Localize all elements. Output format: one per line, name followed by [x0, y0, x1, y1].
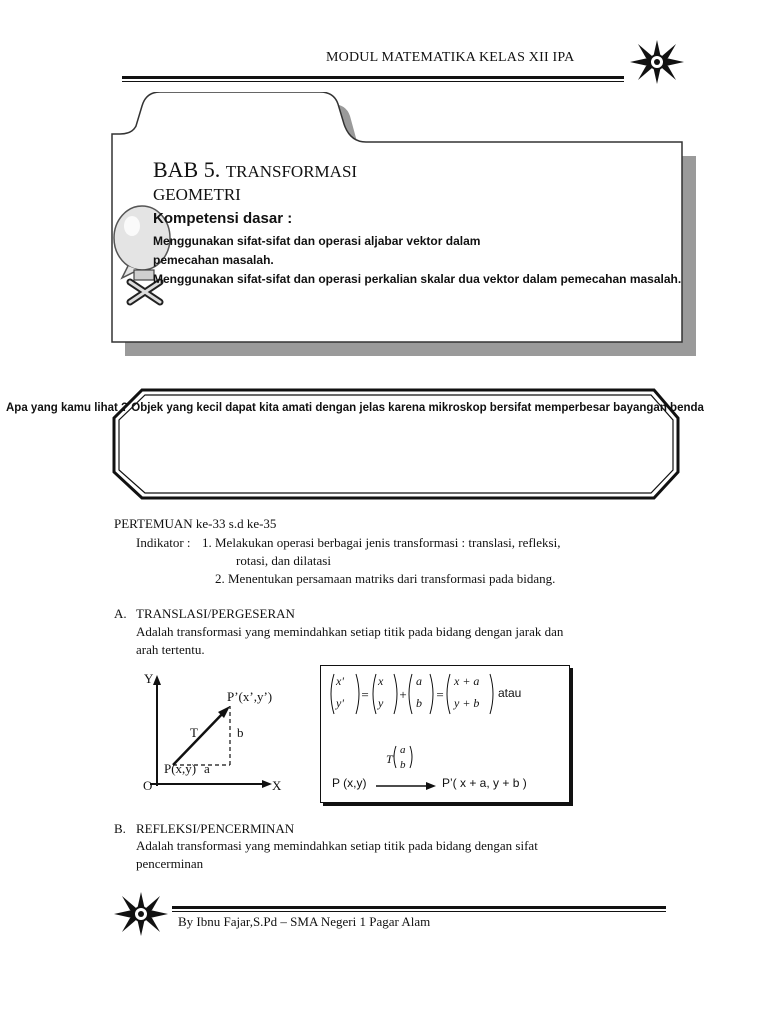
section-a-desc-2: arah tertentu.: [136, 642, 205, 657]
diagram-label-t: T: [190, 725, 198, 740]
indikator-item-1: 1. Melakukan operasi berbagai jenis transformasi : translasi, refleksi,: [202, 535, 561, 550]
chapter-title-line1: [153, 157, 357, 183]
header-rule-thin: [122, 81, 624, 82]
formula-t-vec-a: a: [400, 744, 406, 756]
header-rule-thick: [122, 76, 624, 79]
formula-atau: atau: [498, 686, 522, 700]
section-b-heading: REFLEKSI/PENCERMINAN: [136, 821, 295, 836]
footer-text: By Ibnu Fajar,S.Pd – SMA Negeri 1 Pagar Alam: [178, 914, 431, 929]
section-b-desc-2: pencerminan: [136, 856, 204, 871]
section-a-letter: A.: [114, 606, 127, 621]
matrix3-bottom: b: [416, 696, 422, 710]
footer-rule-thin: [172, 911, 666, 912]
diagram-y-axis-label: Y: [144, 671, 154, 686]
matrix1-top: x': [336, 674, 344, 688]
section-a-desc-1: Adalah transformasi yang memindahkan setiap titik pada bidang dengan jarak dan: [136, 624, 564, 639]
indikator-label: Indikator :: [136, 535, 191, 550]
formula-map-to: P’( x + a, y + b ): [442, 776, 527, 790]
chapter-title-part1: TRANSFORMASI: [225, 162, 358, 181]
formula-mapping-arrow: [370, 740, 450, 796]
meeting-title: PERTEMUAN ke-33 s.d ke-35: [114, 516, 277, 531]
header-title: MODUL MATEMATIKA KELAS XII IPA: [326, 50, 575, 65]
formula-map-from: P (x,y): [332, 776, 367, 790]
diagram-label-a: a: [204, 761, 210, 776]
matrix2-bottom: y: [378, 696, 384, 710]
svg-text:+: +: [399, 687, 407, 702]
diagram-label-b: b: [237, 725, 244, 740]
section-a-heading: TRANSLASI/PERGESERAN: [136, 606, 295, 621]
kompetensi-heading: Kompetensi dasar :: [153, 210, 293, 227]
chapter-folder-frame: [104, 92, 704, 362]
chapter-title-part2: GEOMETRI: [153, 185, 241, 204]
kompetensi-line-1: Menggunakan sifat-sifat dan operasi aljabar vektor dalam: [153, 234, 481, 248]
matrix2-top: x: [378, 674, 384, 688]
kompetensi-line-2: pemecahan masalah.: [153, 253, 274, 267]
matrix4-bottom: y + b: [454, 696, 480, 710]
kompetensi-line-3: Menggunakan sifat-sifat dan operasi perkalian skalar dua vektor dalam pemecahan masalah.: [153, 272, 682, 286]
diagram-x-axis-label: X: [272, 778, 282, 793]
intro-octagon-frame: [106, 382, 690, 506]
ornament-header-icon: [626, 36, 688, 88]
formula-t-vec-b: b: [400, 759, 406, 771]
diagram-origin-label: O: [143, 778, 153, 793]
indikator-item-2: 2. Menentukan persamaan matriks dari transformasi pada bidang.: [215, 571, 556, 586]
diagram-point-p: P(x,y): [164, 761, 197, 776]
diagram-point-p-prime: P’(x’,y’): [227, 689, 273, 704]
matrix4-top: x + a: [454, 674, 480, 688]
matrix3-top: a: [416, 674, 422, 688]
chapter-bab: BAB 5.: [153, 157, 221, 182]
formula-t-label: T: [386, 752, 393, 766]
indikator-item-1-cont: rotasi, dan dilatasi: [236, 553, 331, 568]
footer-rule-thick: [172, 906, 666, 909]
intro-box-text: Apa yang kamu lihat ? Objek yang kecil dapat kita amati dengan jelas karena mikroskop bersifat memperbesar bayangan benda: [6, 402, 704, 414]
ornament-footer-icon: [110, 888, 172, 940]
svg-text:=: =: [361, 687, 369, 702]
svg-text:=: =: [436, 687, 444, 702]
section-b-desc-1: Adalah transformasi yang memindahkan setiap titik pada bidang dengan sifat: [136, 838, 538, 853]
section-b-letter: B.: [114, 821, 126, 836]
matrix1-bottom: y': [336, 696, 344, 710]
